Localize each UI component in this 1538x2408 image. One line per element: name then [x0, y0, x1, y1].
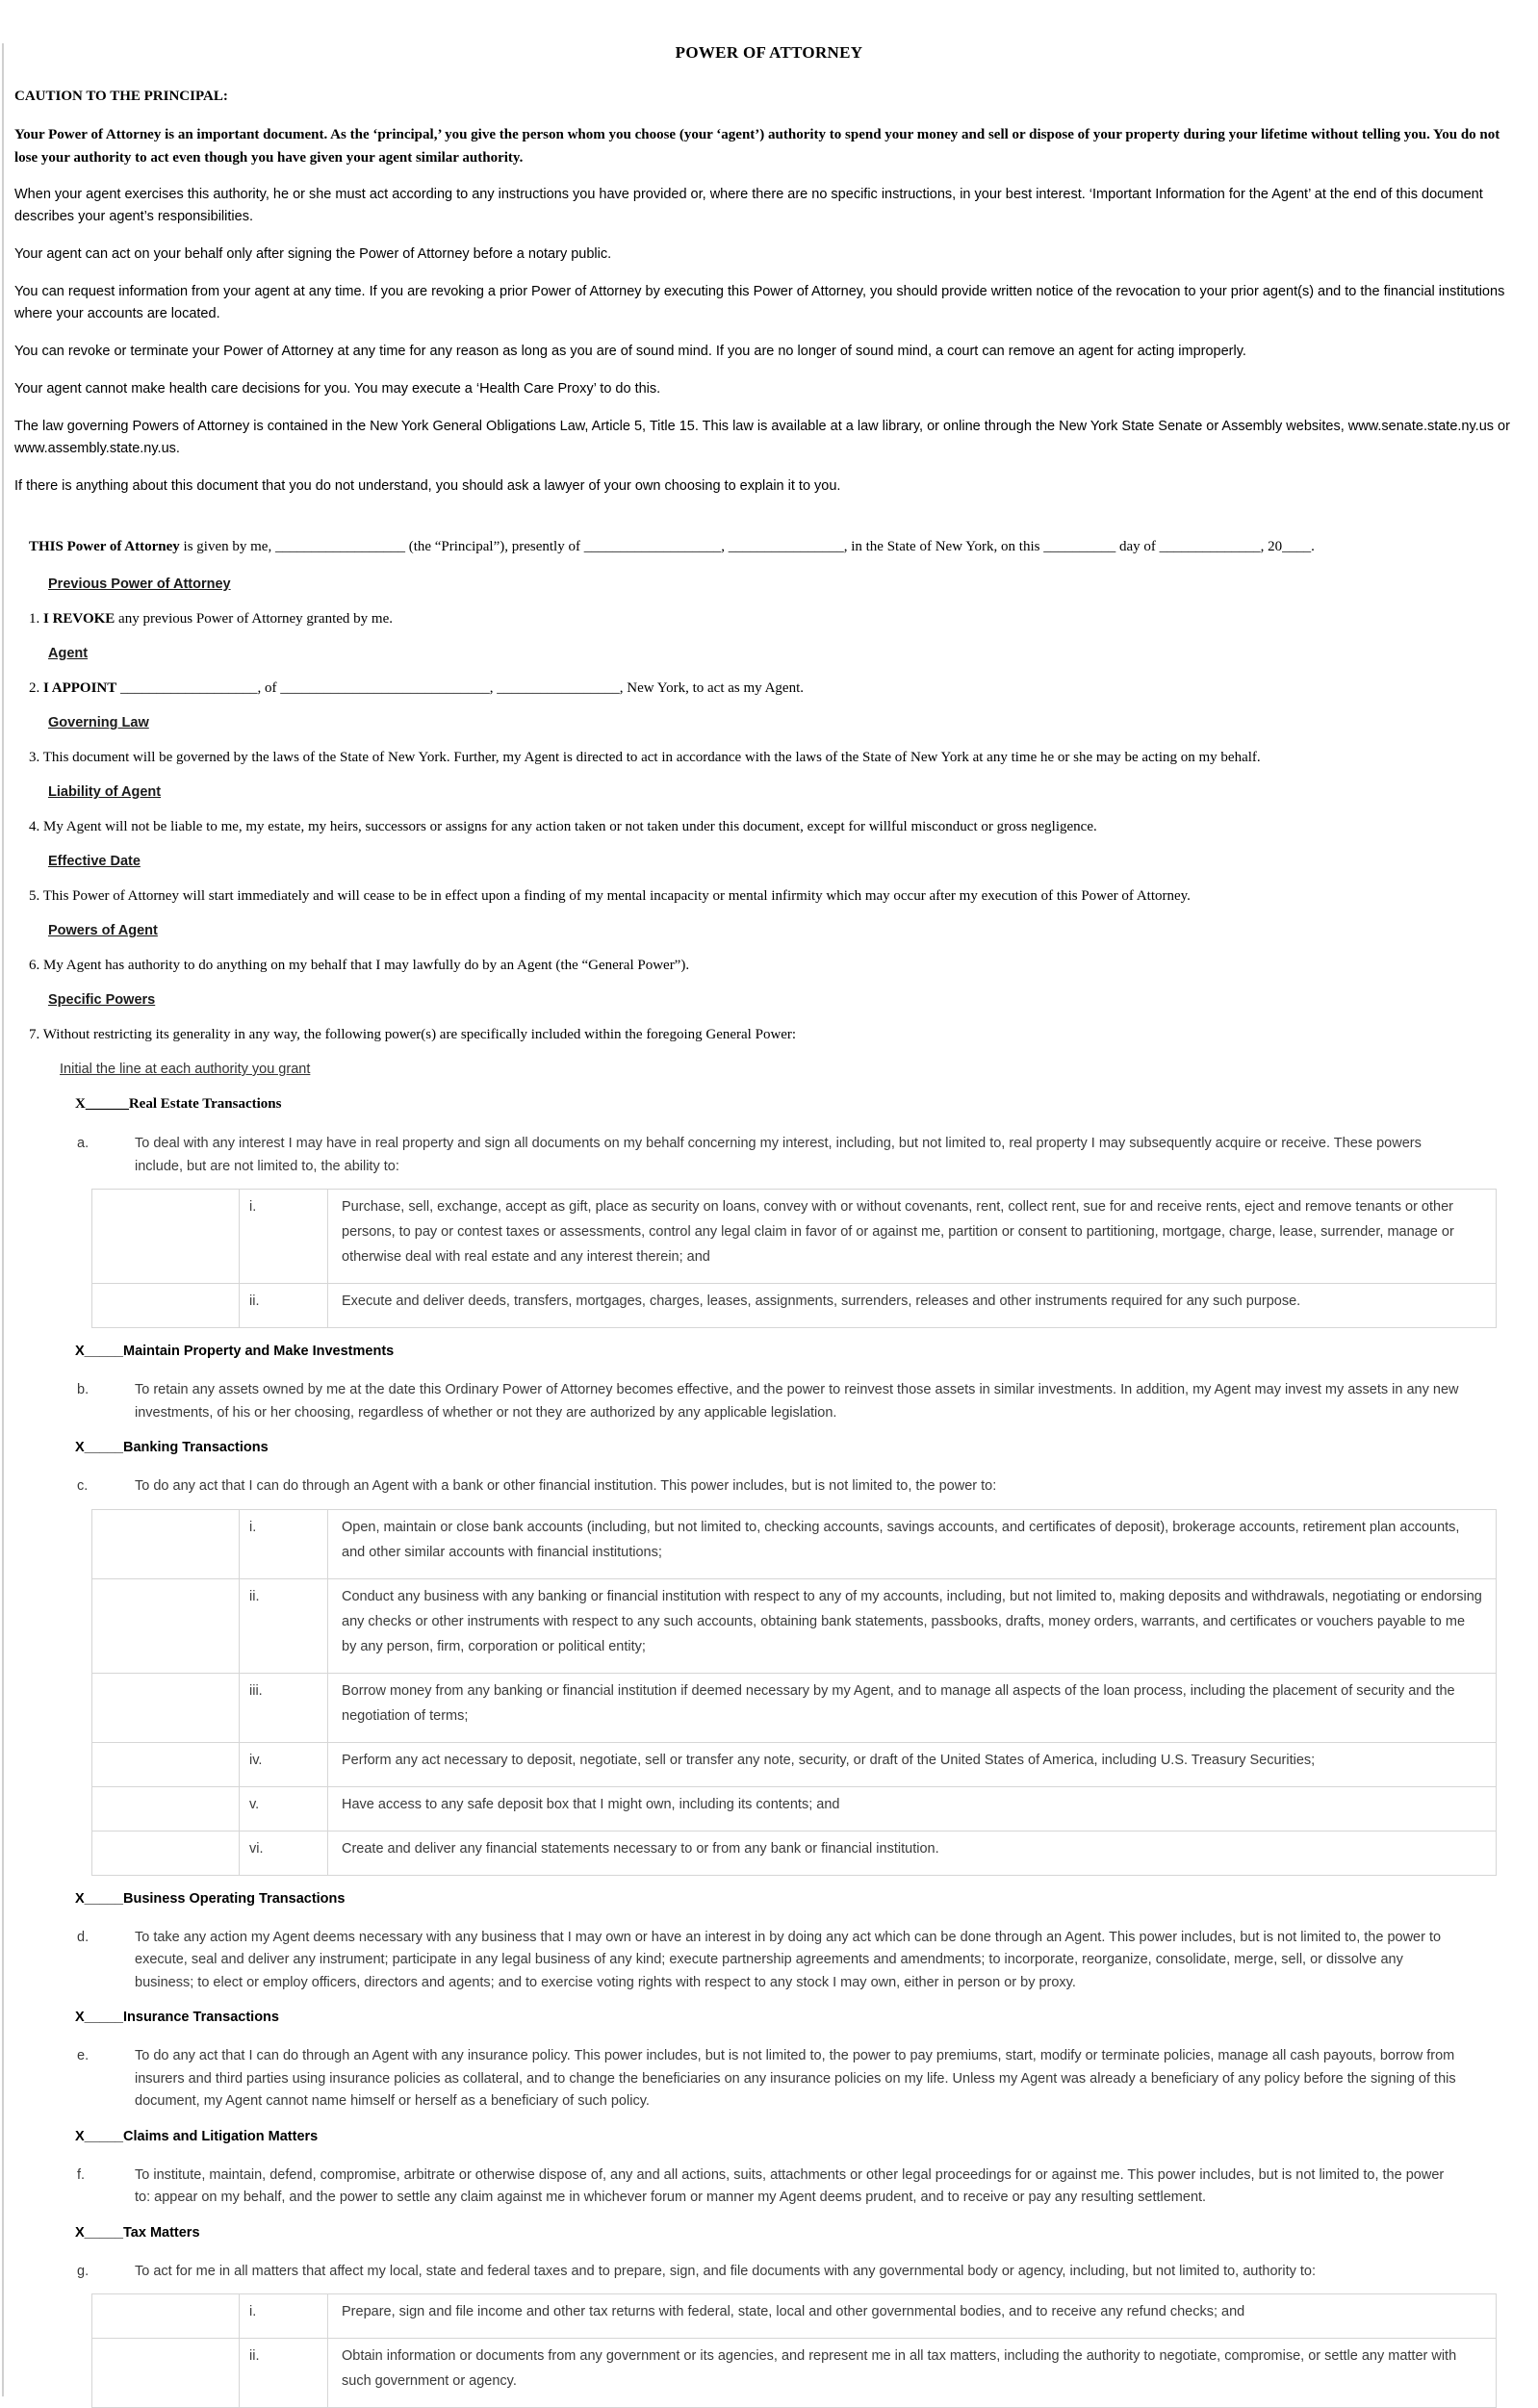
blank-principal-name[interactable]: __________________ [275, 539, 405, 554]
item-text: , [490, 680, 498, 696]
caution-heading: CAUTION TO THE PRINCIPAL: [14, 86, 1524, 108]
power-title: Tax Matters [123, 2225, 200, 2241]
power-heading [75, 2010, 1524, 2025]
power-heading [75, 2129, 1524, 2144]
roman-label: ii. [240, 1284, 328, 1328]
item-number: 1. [29, 611, 39, 627]
item-letter: a. [77, 1133, 135, 1178]
table-row [92, 1509, 1497, 1578]
numbered-item-2 [29, 678, 1524, 700]
initial-cell [92, 2339, 240, 2408]
power-maintain-property [14, 1344, 1524, 1424]
power-title: Claims and Litigation Matters [123, 2129, 318, 2144]
blank-agent-city[interactable]: _________________ [497, 680, 620, 696]
declaration-text: . [1311, 539, 1315, 554]
declaration-text: day of [1115, 539, 1159, 554]
item-text: To retain any assets owned by me at the date this Ordinary Power of Attorney becomes effective, and the power to reinvest those assets in similar investments. In addition, my Agent may invest my assets in any new investments, of his or her choosing, regardless of whether or not they are authorized by any applicable legislation. [135, 1379, 1463, 1424]
section-heading-specific-powers: Specific Powers [48, 989, 1524, 1012]
item-letter: d. [77, 1927, 135, 1995]
power-item-text: Perform any act necessary to deposit, negotiate, sell or transfer any note, security, or draft of the United States of America, including U.S. Treasury Securities; [328, 1742, 1497, 1786]
blank-agent-name[interactable]: ___________________ [120, 680, 258, 696]
item-text: To take any action my Agent deems necessary with any business that I may own or have an interest in by doing any act which can be done through an Agent. This power includes, but is not limited to, the power to execute, seal and deliver any instrument; participate in any legal business of any kind; execute partnership agreements and amendments; to incorporate, reorganize, consolidate, merge, sell, or dissolve any business; to elect or employ officers, directors and agents; and to exercise voting rights with respect to any stock I may own, either in person or by proxy. [135, 1927, 1463, 1995]
roman-label: i. [240, 2294, 328, 2339]
roman-label: i. [240, 1190, 328, 1284]
table-row [92, 2339, 1497, 2408]
item-letter: f. [77, 2165, 135, 2210]
roman-label: ii. [240, 2339, 328, 2408]
declaration-text: is given by me, [180, 539, 275, 554]
item-letter: e. [77, 2045, 135, 2113]
item-letter: g. [77, 2261, 135, 2284]
initial-line-real-estate[interactable]: X______ [75, 1096, 129, 1112]
power-heading [75, 1344, 1524, 1359]
power-title: Banking Transactions [123, 1440, 269, 1455]
power-item-text: Open, maintain or close bank accounts (including, but not limited to, checking accounts, savings accounts, and certificates of deposit), brokerage accounts, retirement plan accounts, and other similar accounts with financial institutions; [328, 1509, 1497, 1578]
item-number: 6. [29, 958, 39, 973]
power-title: Real Estate Transactions [129, 1096, 282, 1112]
numbered-item-4 [29, 816, 1524, 838]
lettered-item-c [77, 1475, 1524, 1499]
declaration-text: (the “Principal”), presently of [405, 539, 584, 554]
powers-table-tax [91, 2293, 1497, 2408]
roman-label: i. [240, 1509, 328, 1578]
power-real-estate [14, 1096, 1524, 1328]
initial-line-business-operating[interactable]: X_____ [75, 1891, 123, 1907]
intro-paragraph: You can revoke or terminate your Power of Attorney at any time for any reason as long as you are of sound mind. If you are no longer of sound mind, a court can remove an agent for acting improperly. [14, 341, 1524, 363]
power-heading [75, 2225, 1524, 2241]
numbered-item-5 [29, 885, 1524, 908]
power-title: Maintain Property and Make Investments [123, 1344, 394, 1359]
table-row [92, 1673, 1497, 1742]
power-item-text: Obtain information or documents from any government or its agencies, and represent me in all tax matters, including the authority to negotiate, compromise, or settle any matter with such government or agency. [328, 2339, 1497, 2408]
blank-principal-city[interactable]: ________________ [729, 539, 844, 554]
declaration-line [14, 536, 1524, 558]
table-row [92, 1284, 1497, 1328]
initial-cell [92, 1673, 240, 1742]
item-lead: I APPOINT [43, 680, 116, 696]
power-heading [75, 1096, 1524, 1113]
table-row [92, 2294, 1497, 2339]
item-number: 4. [29, 819, 39, 834]
item-number: 2. [29, 680, 39, 696]
lettered-item-b [77, 1379, 1524, 1424]
initial-cell [92, 1190, 240, 1284]
table-row [92, 1786, 1497, 1831]
item-text: To deal with any interest I may have in real property and sign all documents on my behalf concerning my interest, including, but not limited to, real property I may subsequently acquire or receive. These powers include, but are not limited to, the ability to: [135, 1133, 1463, 1178]
power-claims-litigation [14, 2129, 1524, 2210]
roman-label: iv. [240, 1742, 328, 1786]
numbered-item-7 [29, 1024, 1524, 1046]
power-item-text: Borrow money from any banking or financial institution if deemed necessary by my Agent, and to manage all aspects of the loan process, including the placement of security and the negotiation of terms; [328, 1673, 1497, 1742]
item-text: This Power of Attorney will start immediately and will cease to be in effect upon a finding of my mental incapacity or mental infirmity which may occur after my execution of this Power of Attorney. [43, 888, 1191, 904]
initial-line-banking[interactable]: X_____ [75, 1440, 123, 1455]
intro-paragraph: When your agent exercises this authority, he or she must act according to any instructions you have provided or, where there are no specific instructions, in your best interest. ‘Important Information for the Agent’ at the end of this document describes your agent’s responsibilities. [14, 184, 1524, 228]
item-text: To institute, maintain, defend, compromise, arbitrate or otherwise dispose of, any and all actions, suits, attachments or other legal proceedings for or against me. This power includes, but is not limited to, the power to: appear on my behalf, and the power to settle any claim against me in whichever forum or manner my Agent deems prudent, and to receive or pay any resulting settlement. [135, 2165, 1463, 2210]
power-heading [75, 1891, 1524, 1907]
initial-line-tax-matters[interactable]: X_____ [75, 2225, 123, 2241]
numbered-item-6 [29, 955, 1524, 977]
power-item-text: Purchase, sell, exchange, accept as gift, place as security on loans, convey with or without covenants, rent, collect rent, sue for and receive rents, eject and remove tenants or other persons, to pay or contest taxes or assessments, control any legal claim in favor of or against me, partition or consent to partitioning, mortgage, charge, lease, surrender, manage or otherwise deal with real estate and any interest therein; and [328, 1190, 1497, 1284]
intro-paragraph: The law governing Powers of Attorney is contained in the New York General Obligations Law, Article 5, Title 15. This law is available at a law library, or online through the New York State Senate or Assembly websites, www.senate.state.ny.us or www.assembly.state.ny.us. [14, 416, 1524, 460]
item-number: 3. [29, 750, 39, 765]
declaration-text: , [721, 539, 729, 554]
initial-cell [92, 1742, 240, 1786]
item-text: , of [258, 680, 281, 696]
item-text: , New York, to act as my Agent. [620, 680, 804, 696]
lettered-item-a [77, 1133, 1524, 1178]
item-text: This document will be governed by the laws of the State of New York. Further, my Agent is directed to act in accordance with the laws of the State of New York at any time he or she may be acting on my behalf. [43, 750, 1261, 765]
item-letter: b. [77, 1379, 135, 1424]
item-text: Without restricting its generality in any way, the following power(s) are specifically included within the foregoing General Power: [43, 1027, 796, 1042]
powers-table-real-estate [91, 1189, 1497, 1328]
intro-paragraph: If there is anything about this document that you do not understand, you should ask a lawyer of your own choosing to explain it to you. [14, 475, 1524, 498]
power-item-text: Prepare, sign and file income and other tax returns with federal, state, local and other governmental bodies, and to receive any refund checks; and [328, 2294, 1497, 2339]
power-title: Insurance Transactions [123, 2010, 279, 2025]
item-text: To do any act that I can do through an Agent with any insurance policy. This power includes, but is not limited to, the power to pay premiums, start, modify or terminate policies, manage all cash payouts, borrow from insurers and third parties using insurance policies as collateral, and to change the beneficiaries on any insurance policies on my life. Unless my Agent was already a beneficiary of any policy before the signing of this document, my Agent cannot name himself or herself as a beneficiary of such policy. [135, 2045, 1463, 2113]
lettered-item-d [77, 1927, 1524, 1995]
initial-cell [92, 1578, 240, 1673]
initial-instruction: Initial the line at each authority you grant [60, 1059, 1524, 1081]
power-heading [75, 1440, 1524, 1455]
numbered-sections [14, 574, 1524, 2408]
blank-agent-address[interactable]: _____________________________ [280, 680, 490, 696]
item-text: To do any act that I can do through an Agent with a bank or other financial institution. This power includes, but is not limited to, the power to: [135, 1475, 1463, 1499]
left-page-rule [2, 43, 4, 2396]
section-heading-powers-of-agent: Powers of Agent [48, 920, 1524, 942]
powers-table-banking [91, 1509, 1497, 1876]
power-insurance [14, 2010, 1524, 2113]
numbered-item-3 [29, 747, 1524, 769]
item-text: To act for me in all matters that affect my local, state and federal taxes and to prepare, sign, and file documents with any governmental body or agency, including, but not limited to, authority to: [135, 2261, 1463, 2284]
item-letter: c. [77, 1475, 135, 1499]
item-lead: I REVOKE [43, 611, 115, 627]
section-heading-liability-of-agent: Liability of Agent [48, 781, 1524, 804]
roman-label: v. [240, 1786, 328, 1831]
declaration-lead: THIS Power of Attorney [29, 539, 180, 554]
power-item-text: Create and deliver any financial statements necessary to or from any bank or financial institution. [328, 1831, 1497, 1875]
item-text: My Agent will not be liable to me, my estate, my heirs, successors or assigns for any action taken or not taken under this document, except for willful misconduct or gross negligence. [43, 819, 1097, 834]
intro-block [14, 184, 1524, 498]
roman-label: ii. [240, 1578, 328, 1673]
table-row [92, 1742, 1497, 1786]
lettered-item-f [77, 2165, 1524, 2210]
numbered-item-1 [29, 608, 1524, 630]
section-heading-effective-date: Effective Date [48, 851, 1524, 873]
blank-year[interactable]: ____ [1282, 539, 1311, 554]
power-title: Business Operating Transactions [123, 1891, 345, 1907]
initial-line-claims-litigation[interactable]: X_____ [75, 2129, 123, 2144]
initial-line-maintain-property[interactable]: X_____ [75, 1344, 123, 1359]
section-heading-previous-power-of-attorney: Previous Power of Attorney [48, 574, 1524, 596]
power-banking [14, 1440, 1524, 1876]
item-text: My Agent has authority to do anything on my behalf that I may lawfully do by an Agent (the “General Power”). [43, 958, 689, 973]
initial-line-insurance[interactable]: X_____ [75, 2010, 123, 2025]
section-heading-agent: Agent [48, 643, 1524, 665]
initial-cell [92, 1509, 240, 1578]
power-item-text: Execute and deliver deeds, transfers, mortgages, charges, leases, assignments, surrenders, releases and other instruments required for any such purpose. [328, 1284, 1497, 1328]
declaration-text: , 20 [1261, 539, 1283, 554]
page-title: POWER OF ATTORNEY [14, 43, 1524, 63]
blank-month[interactable]: ______________ [1160, 539, 1261, 554]
blank-principal-residence[interactable]: ___________________ [584, 539, 722, 554]
roman-label: iii. [240, 1673, 328, 1742]
roman-label: vi. [240, 1831, 328, 1875]
caution-paragraph: Your Power of Attorney is an important document. As the ‘principal,’ you give the person whom you choose (your ‘agent’) authority to spend your money and sell or dispose of your property during your lifetime without telling you. You do not lose your authority to act even though you have given your agent similar authority. [14, 123, 1524, 169]
blank-day[interactable]: __________ [1043, 539, 1115, 554]
intro-paragraph: Your agent cannot make health care decisions for you. You may execute a ‘Health Care Proxy’ to do this. [14, 378, 1524, 400]
item-text: any previous Power of Attorney granted by me. [115, 611, 393, 627]
declaration-text: , in the State of New York, on this [844, 539, 1044, 554]
initial-cell [92, 1786, 240, 1831]
power-item-text: Have access to any safe deposit box that I might own, including its contents; and [328, 1786, 1497, 1831]
power-tax-matters [14, 2225, 1524, 2408]
initial-cell [92, 1831, 240, 1875]
table-row [92, 1190, 1497, 1284]
table-row [92, 1578, 1497, 1673]
power-item-text: Conduct any business with any banking or financial institution with respect to any of my accounts, including, but not limited to, making deposits and withdrawals, negotiating or endorsing any checks or other instruments with respect to any such accounts, obtaining bank statements, passbooks, drafts, money orders, warrants, and certificates or vouchers payable to me by any person, firm, corporation or political entity; [328, 1578, 1497, 1673]
lettered-item-g [77, 2261, 1524, 2284]
power-business-operating [14, 1891, 1524, 1995]
intro-paragraph: Your agent can act on your behalf only after signing the Power of Attorney before a notary public. [14, 243, 1524, 266]
item-number: 5. [29, 888, 39, 904]
initial-cell [92, 2294, 240, 2339]
item-number: 7. [29, 1027, 39, 1042]
initial-cell [92, 1284, 240, 1328]
intro-paragraph: You can request information from your agent at any time. If you are revoking a prior Power of Attorney by executing this Power of Attorney, you should provide written notice of the revocation to your prior agent(s) and to the financial institutions where your accounts are located. [14, 281, 1524, 325]
table-row [92, 1831, 1497, 1875]
lettered-item-e [77, 2045, 1524, 2113]
section-heading-governing-law: Governing Law [48, 712, 1524, 734]
